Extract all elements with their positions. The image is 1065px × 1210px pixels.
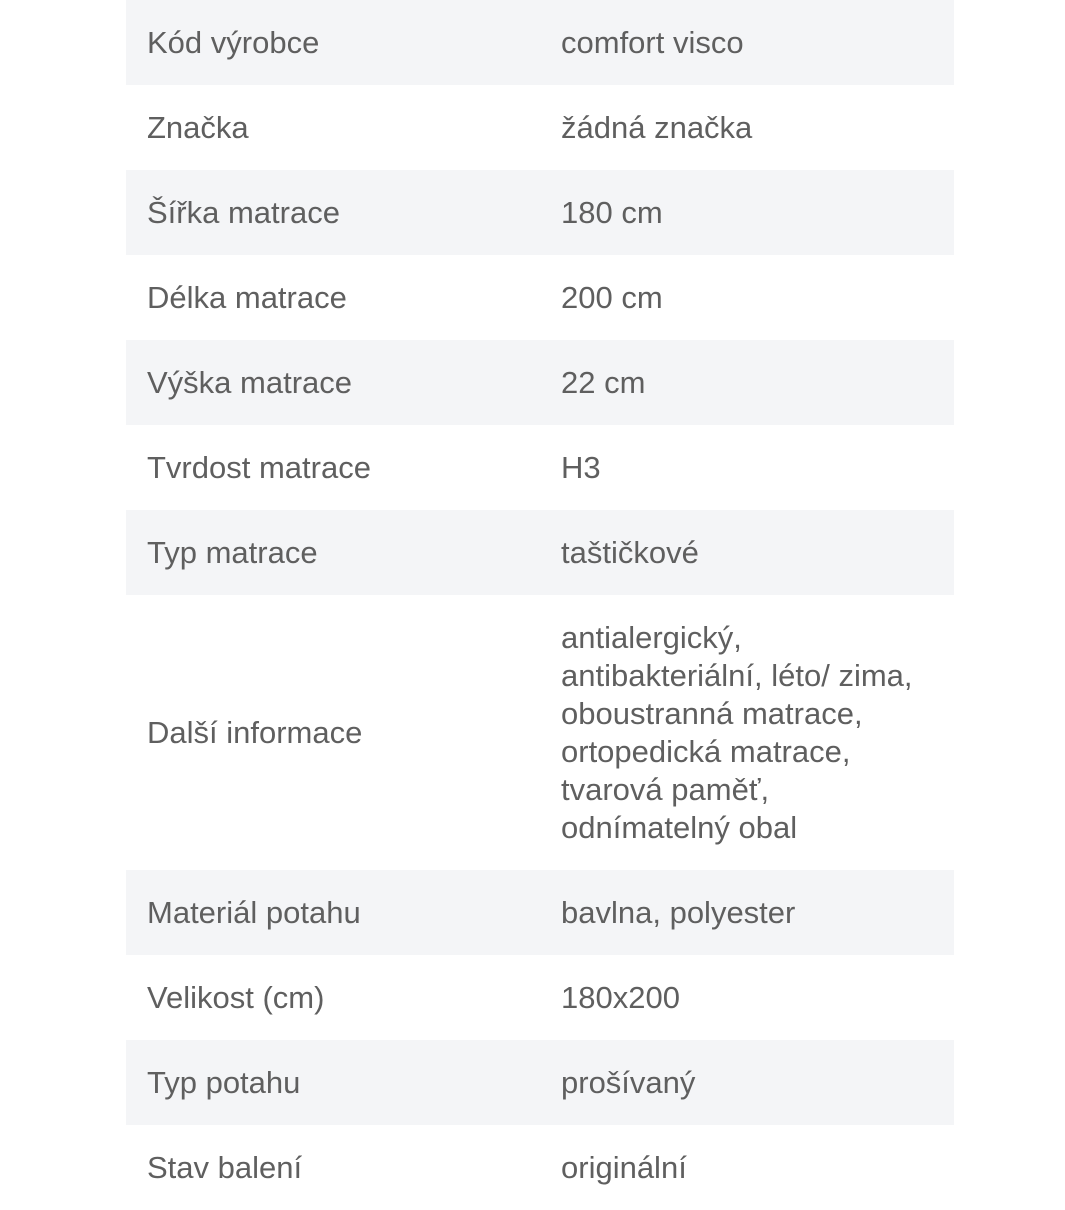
spec-label: Další informace [147,714,363,750]
spec-row-cover-material [126,870,954,955]
spec-value: comfort visco [561,24,744,60]
spec-row-additional-info [126,595,954,870]
spec-label: Typ matrace [147,534,318,570]
spec-label: Tvrdost matrace [147,449,371,485]
spec-label: Materiál potahu [147,894,361,930]
spec-label: Stav balení [147,1149,303,1185]
spec-label: Délka matrace [147,279,347,315]
spec-value: 180x200 [561,979,680,1015]
spec-value: taštičkové [561,534,699,570]
spec-row-size [126,955,954,1040]
spec-label: Typ potahu [147,1064,301,1100]
spec-label: Velikost (cm) [147,979,325,1015]
spec-row-brand [126,85,954,170]
spec-value: prošívaný [561,1064,696,1100]
spec-value: originální [561,1149,687,1185]
spec-label: Kód výrobce [147,24,320,60]
spec-row-manufacturer-code [126,0,954,85]
spec-value: 22 cm [561,364,646,400]
spec-row-mattress-length [126,255,954,340]
spec-value: H3 [561,449,601,485]
spec-row-mattress-type [126,510,954,595]
spec-row-mattress-width [126,170,954,255]
spec-row-packaging-condition [126,1125,954,1210]
spec-row-mattress-firmness [126,425,954,510]
spec-value: 180 cm [561,194,663,230]
spec-label: Značka [147,109,249,145]
spec-label: Šířka matrace [147,194,340,230]
spec-row-cover-type [126,1040,954,1125]
spec-label: Výška matrace [147,364,353,400]
spec-value: žádná značka [561,109,753,145]
spec-value: 200 cm [561,279,663,315]
spec-value: antialergický, antibakteriální, léto/ zima, oboustranná matrace, ortopedická matrace, tvarová paměť, odnímatelný obal [561,619,913,845]
spec-row-mattress-height [126,340,954,425]
spec-value: bavlna, polyester [561,894,796,930]
product-specs-table [126,0,954,1210]
